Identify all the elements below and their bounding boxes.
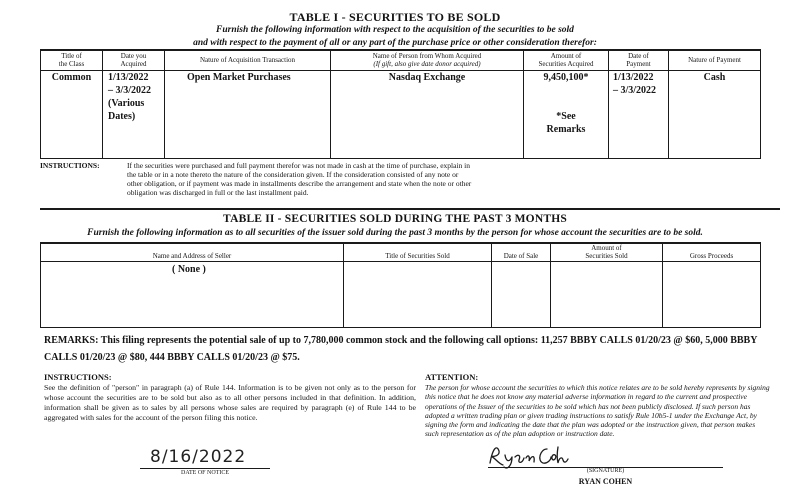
header-amount-sold [551, 244, 662, 260]
table2-header-divider [40, 261, 760, 262]
cell-amount-acquired: 9,450,100* [543, 72, 589, 83]
header-text: Name of Person from Whom Acquired [372, 52, 482, 60]
instructions2-heading: INSTRUCTIONS: [44, 372, 112, 382]
handwritten-date: 8/16/2022 [150, 447, 247, 467]
cell-line: – 3/3/2022 [108, 85, 152, 96]
header-nature-acquisition: Nature of Acquisition Transaction [199, 56, 296, 64]
table1-bottom-border [40, 158, 760, 159]
signature-label: (SIGNATURE) [586, 468, 625, 474]
header-date-acquired [103, 52, 164, 68]
cell-line: *See [556, 111, 576, 122]
attention-heading: ATTENTION: [425, 372, 479, 382]
cell-line: 1/13/2022 [613, 72, 654, 83]
header-text: Title of [61, 52, 82, 60]
cell-line: Remarks [546, 124, 586, 135]
cell-date-payment [613, 71, 668, 97]
header-text: Securities Acquired [538, 60, 594, 68]
cell-line: – 3/3/2022 [613, 85, 657, 96]
table2-title: TABLE II - SECURITIES SOLD DURING THE PAST 3 MONTHS [223, 213, 567, 225]
table2-subtitle: Furnish the following information as to all securities of the issuer sold during the past 3 months by the person for whose account the securities are to be sold. [87, 228, 703, 238]
table2-right-border [760, 242, 761, 328]
header-text: Acquired [120, 60, 147, 68]
table1-col-divider [668, 49, 669, 159]
table2-bottom-border [40, 327, 760, 328]
section-separator [40, 208, 780, 210]
header-title-of-class [41, 52, 102, 68]
header-title-sold: Title of Securities Sold [385, 252, 450, 260]
header-text: (If gift, also give date donor acquired) [373, 60, 481, 68]
header-amount-acquired [524, 52, 608, 68]
header-seller: Name and Address of Seller [152, 252, 232, 260]
cell-class: Common [51, 72, 92, 83]
header-date-payment [609, 52, 668, 68]
header-person-acquired-from [331, 52, 523, 68]
cell-line: Dates) [108, 111, 136, 122]
cell-person-acquired-from: Nasdaq Exchange [388, 72, 466, 83]
table1-right-border [760, 49, 761, 159]
table1-subtitle-line1: Furnish the following information with respect to the acquisition of the securities to be sold [216, 25, 574, 35]
header-text: the Class [58, 60, 85, 68]
signer-name: RYAN COHEN [578, 477, 633, 486]
table1-col-divider [164, 49, 165, 159]
cell-line: 1/13/2022 [108, 72, 149, 83]
table1-title: TABLE I - SECURITIES TO BE SOLD [289, 10, 501, 24]
date-line [140, 468, 270, 469]
table1-subtitle-line2: and with respect to the payment of all or any part of the purchase price or other consideration therefor: [193, 38, 597, 48]
cell-amount-note [524, 110, 608, 136]
remarks: REMARKS: This filing represents the potential sale of up to 7,780,000 common stock and the following call options: 11,257 BBBY CALLS 01/20/23 @ $60, 5,000 BBBY CALLS 01/20/23 @ $80, 444 BBBY CALLS 01/20/23 @ $75. [44, 335, 758, 363]
instructions2-text: See the definition of "person" in paragraph (a) of Rule 144. Information is to be given not only as to the person for whose account the securities are to be sold but also as to all other persons included in that definition. In addition, information shall be given as to sales by all persons whose sales are required by paragraph (e) of Rule 144 to be aggregated with sales for the account of the person filing this notice. [44, 383, 416, 422]
header-text: Amount of [591, 244, 622, 252]
table1-top-border [40, 49, 760, 51]
cell-seller: ( None ) [172, 264, 206, 275]
header-text: Payment [626, 60, 651, 68]
attention-text: The person for whose account the securities to which this notice relates are to be sold hereby represents by signing this notice that he does not know any material adverse information in regard to the current and prospective operations of the Issuer of the securities to be sold which has not been publicly disclosed. If such person has adopted a written trading plan or given trading instructions to satisfy Rule 10b5-1 under the Exchange Act, by signing the form and indicating the date that the plan was adopted or the instruction given, that person makes such representation as of the plan adoption or instruction date. [425, 383, 770, 439]
cell-nature-acquisition: Open Market Purchases [187, 72, 291, 83]
header-nature-payment: Nature of Payment [688, 56, 741, 64]
header-text: Securities Sold [585, 252, 628, 260]
header-text: Amount of [550, 52, 582, 60]
cell-nature-payment: Cash [703, 72, 726, 83]
header-text: Date of [628, 52, 649, 60]
header-text: Date you [120, 52, 147, 60]
instructions-text: If the securities were purchased and full payment therefor was not made in cash at the time of purchase, explain in the table or in a note thereto the nature of the consideration given. If the consideration consisted of any note or other obligation, or if payment was made in installments describe the arrangement and state when the note or other obligation was discharged in full or the last installment paid. [127, 161, 472, 197]
header-gross-proceeds: Gross Proceeds [689, 252, 734, 260]
cell-date-acquired [108, 71, 164, 123]
cell-line: (Various [108, 98, 145, 109]
signature-image [485, 443, 570, 469]
instructions-label: INSTRUCTIONS: [40, 161, 100, 170]
header-date-sale: Date of Sale [503, 252, 539, 260]
date-of-notice-label: DATE OF NOTICE [181, 470, 229, 476]
